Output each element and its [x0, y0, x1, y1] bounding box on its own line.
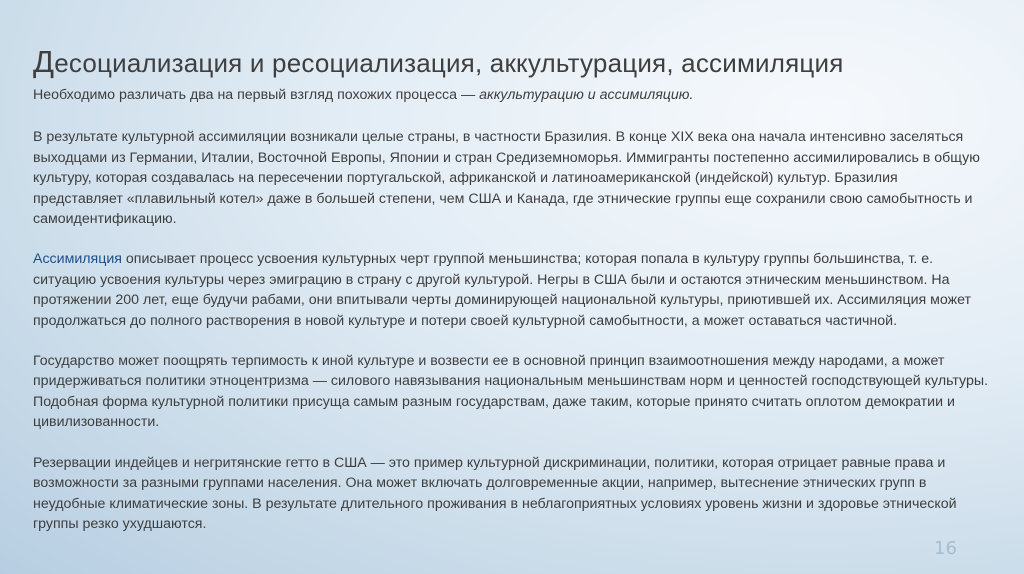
assimilation-term: Ассимиляция — [33, 251, 122, 268]
intro-paragraph — [33, 85, 991, 105]
title-first-letter: Д — [33, 44, 55, 79]
paragraph-discrimination: Резервации индейцев и негритянские гетто в США — это пример культурной дискриминации, политики, которая отрицает равные права и возможности за разными группами населения. Она может включать долговременные акции, например, вытеснение этнических групп в неудобные климатические зоны. В результате длительного проживания в неблагоприятных условиях уровень жизни и здоровье этнической группы резко ухудшаются. — [33, 454, 957, 532]
paragraph-state-policy: Государство может поощрять терпимость к иной культуре и возвести ее в основной принцип взаимоотношения между народами, а может придерживаться политики этноцентризма — силового навязывания национальным меньшинствам норм и ценностей господствующей культуры. Подобная форма культурной политики присуща самым разным государствам, даже таким, которые принято считать оплотом демократии и цивилизованности. — [33, 353, 989, 431]
title-rest: есоциализация и ресоциализация, аккультурация, ассимиляция — [54, 48, 844, 78]
assimilation-text: описывает процесс усвоения культурных черт группой меньшинства; которая попала в культуру группы большинства, т. е. ситуацию усвоения культуры через эмиграцию в страну с другой культурой. Негры в США были и остаются этническим меньшинством. На протяжении 200 лет, еще будучи рабами, они впитывали черты доминирующей национальной культуры, приютившей их. Ассимиляция может продолжаться до полного растворения в новой культуре и потери своей культурной самобытности, а может оставаться частичной. — [33, 251, 972, 329]
page-number: 16 — [934, 538, 957, 559]
slide-body — [33, 85, 991, 554]
paragraph-assimilation — [33, 249, 991, 331]
slide-title — [33, 44, 993, 80]
paragraph-brazil: В результате культурной ассимиляции возникали целые страны, в частности Бразилия. В конце XIX века она начала интенсивно заселяться выходцами из Германии, Италии, Восточной Европы, Японии и стран Средиземноморья. Иммигранты постепенно ассимилировались в общую культуру, которая создавалась на пересечении португальской, африканской и латиноамериканской (индейской) культур. Бразилия представляет «плавильный котел» даже в большей степени, чем США и Канада, где этнические группы еще сохранили свою самобытность и самоидентификацию. — [33, 129, 980, 228]
intro-emphasis: аккультурацию и ассимиляцию. — [479, 87, 694, 103]
intro-text: Необходимо различать два на первый взгляд похожих процесса — — [33, 87, 480, 103]
